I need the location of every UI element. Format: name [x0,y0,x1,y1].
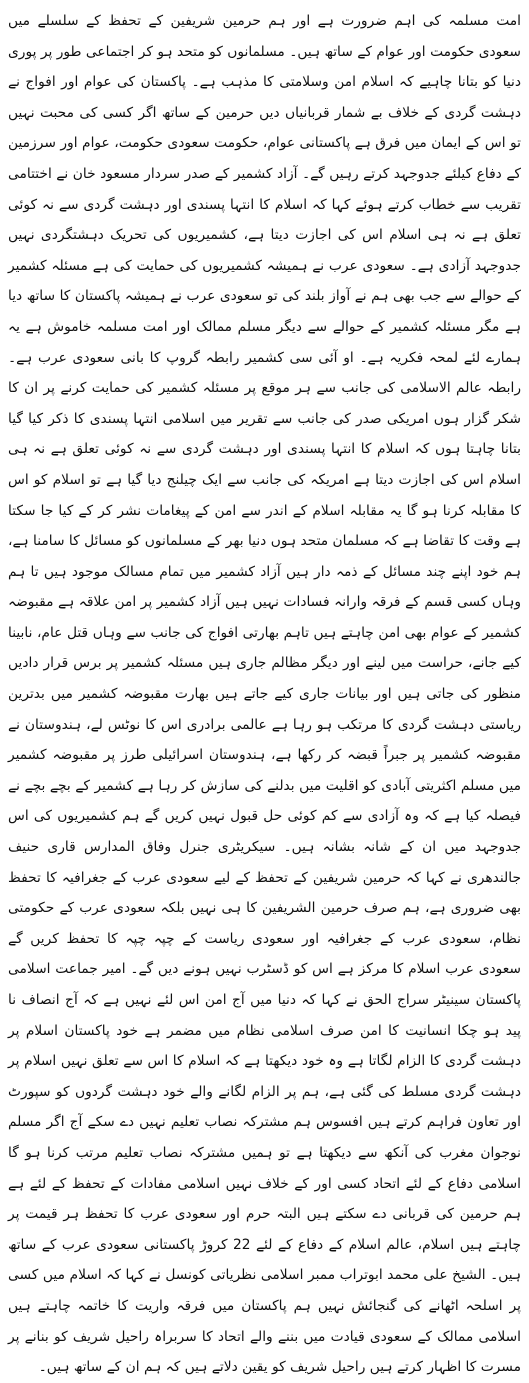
article-body: امت مسلمہ کی اہم ضرورت ہے اور ہم حرمین شریفین کے تحفظ کے سلسلے میں سعودی حکومت اور عوام کے ساتھ ہیں۔ مسلمانوں کو متحد ہو کر اجتماعی طور پر پوری دنیا کو بتانا چاہیے کہ اسلام امن وسلامتی کا مذہب ہے۔ پاکستان کی عوام اور افواج نے دہشت گردی کے خلاف بے شمار قربانیاں دیں حرمین کے ساتھ اگر کسی کی محبت نہیں تو اس کے ایمان میں فرق ہے پاکستانی عوام، حکومت سعودی حکومت، عوام اور سرزمین کے دفاع کیلئے جدوجہد کرتے رہیں گے۔ آزاد کشمیر کے صدر سردار مسعود خان نے اختتامی تقریب سے خطاب کرتے ہوئے کہا کہ اسلام کا انتہا پسندی اور دہشت گردی سے نہ کوئی تعلق ہے نہ ہی اسلام اس کی اجازت دیتا ہے، کشمیریوں کی تحریک دہشتگردی نہیں جدوجہد آزادی ہے۔ سعودی عرب نے ہمیشہ کشمیریوں کی حمایت کی ہے مسئلہ کشمیر کے حوالے سے جب بھی ہم نے آواز بلند کی تو سعودی عرب نے ہمیشہ پاکستان کا ساتھ دیا ہے مگر مسئلہ کشمیر کے حوالے سے دیگر مسلم ممالک اور امت مسلمہ خاموش ہے یہ ہمارے لئے لمحہ فکریہ ہے۔ او آئی سی کشمیر رابطہ گروپ کا بانی سعودی عرب ہے۔ رابطہ عالم الاسلامی کی جانب سے ہر موقع پر مسئلہ کشمیر کی حمایت کرنے پر ان کا شکر گزار ہوں امریکی صدر کی جانب سے تقریر میں اسلامی انتہا پسندی کا ذکر کیا گیا بتانا چاہتا ہوں کہ اسلام کا انتہا پسندی اور دہشت گردی سے نہ کوئی تعلق ہے نہ ہی اسلام اس کی اجازت دیتا ہے امریکہ کی جانب سے ایک چیلنج دیا گیا ہے تو اسلام کو اس کا مقابلہ کرنا ہو گا یہ مقابلہ اسلام کے اندر سے امن کے پیغامات نشر کر کے کیا جا سکتا ہے وقت کا تقاضا ہے کہ مسلمان متحد ہوں دنیا بھر کے مسلمانوں کو مسائل کا سامنا ہے، ہم خود اپنے چند مسائل کے ذمہ دار ہیں آزاد کشمیر میں تمام مسالک موجود ہیں تا ہم وہاں کسی قسم کے فرقہ وارانہ فسادات نہیں ہیں آزاد کشمیر پر امن علاقہ ہے مقبوضہ کشمیر کے عوام بھی امن چاہتے ہیں تاہم بھارتی افواج کی جانب سے وہاں قتل عام، نابینا کیے جانے، حراست میں لینے اور دیگر مظالم جاری ہیں مسئلہ کشمیر پر برس قرار دادیں منظور کی جاتی ہیں اور بیانات جاری کیے جاتے ہیں بھارت مقبوضہ کشمیر میں بدترین ریاستی دہشت گردی کا مرتکب ہو رہا ہے عالمی برادری اس کا نوٹس لے، ہندوستان نے مقبوضہ کشمیر پر جبراً قبضہ کر رکھا ہے، ہندوستان اسرائیلی طرز پر مقبوضہ کشمیر میں مسلم اکثریتی آبادی کو اقلیت میں بدلنے کی سازش کر رہا ہے کشمیر کے بچے بچے نے فیصلہ کیا ہے کہ وہ آزادی سے کم کوئی حل قبول نہیں کریں گے ہم کشمیریوں کی اس جدوجہد میں ان کے شانہ بشانہ ہیں۔ سیکریٹری جنرل وفاق المدارس قاری حنیف جالندھری نے کہا کہ حرمین شریفین کے تحفظ کے لیے سعودی عرب کے جغرافیہ کا تحفظ بھی ضروری ہے، ہم صرف حرمین الشریفین کا ہی نہیں بلکہ سعودی عرب کے حکومتی نظام، سعودی عرب کے جغرافیہ اور سعودی ریاست کے چپہ چپہ کا تحفظ کریں گے سعودی عرب اسلام کا مرکز ہے اس کو ڈسٹرب نہیں ہونے دیں گے۔ امیر جماعت اسلامی پاکستان سینیٹر سراج الحق نے کہا کہ دنیا میں آج امن اس لئے نہیں ہے کہ آج انصاف نا پید ہو چکا انسانیت کا امن صرف اسلامی نظام میں مضمر ہے خود پاکستان اسلام پر دہشت گردی کا الزام لگاتا ہے وہ خود دیکھتا ہے کہ اسلام کا اس سے تعلق نہیں اسلام پر دہشت گردی مسلط کی گئی ہے، ہم پر الزام لگانے والے خود دہشت گردوں کو سپورٹ اور تعاون فراہم کرتے ہیں افسوس ہم مشترکہ نصاب تعلیم نہیں دے سکے آج اگر مسلم نوجوان مغرب کی آنکھ سے دیکھتا ہے تو ہمیں مشترکہ نصاب تعلیم مرتب کرنا ہو گا اسلامی دفاع کے لئے اتحاد کسی اور کے خلاف نہیں اسلامی مفادات کے تحفظ کے لئے ہے ہم حرمین کی قربانی دے سکتے ہیں البتہ حرم اور سعودی عرب کا تحفظ ہر قیمت پر چاہتے ہیں اسلام، عالم اسلام کے دفاع کے لئے 22 کروڑ پاکستانی سعودی عرب کے ساتھ ہیں۔ الشیخ علی محمد ابوتراب ممبر اسلامی نظریاتی کونسل نے کہا کہ اسلام میں کسی پر اسلحہ اٹھانے کی گنجائش نہیں ہم پاکستان میں فرقہ واریت کا خاتمہ چاہتے ہیں اسلامی ممالک کے سعودی قیادت میں بننے والے اتحاد کا سربراہ راحیل شریف کو بنانے پر مسرت کا اظہار کرتے ہیں راحیل شریف کو یقین دلاتے ہیں کہ ہم ان کے ساتھ ہیں۔ [8,13,521,1376]
